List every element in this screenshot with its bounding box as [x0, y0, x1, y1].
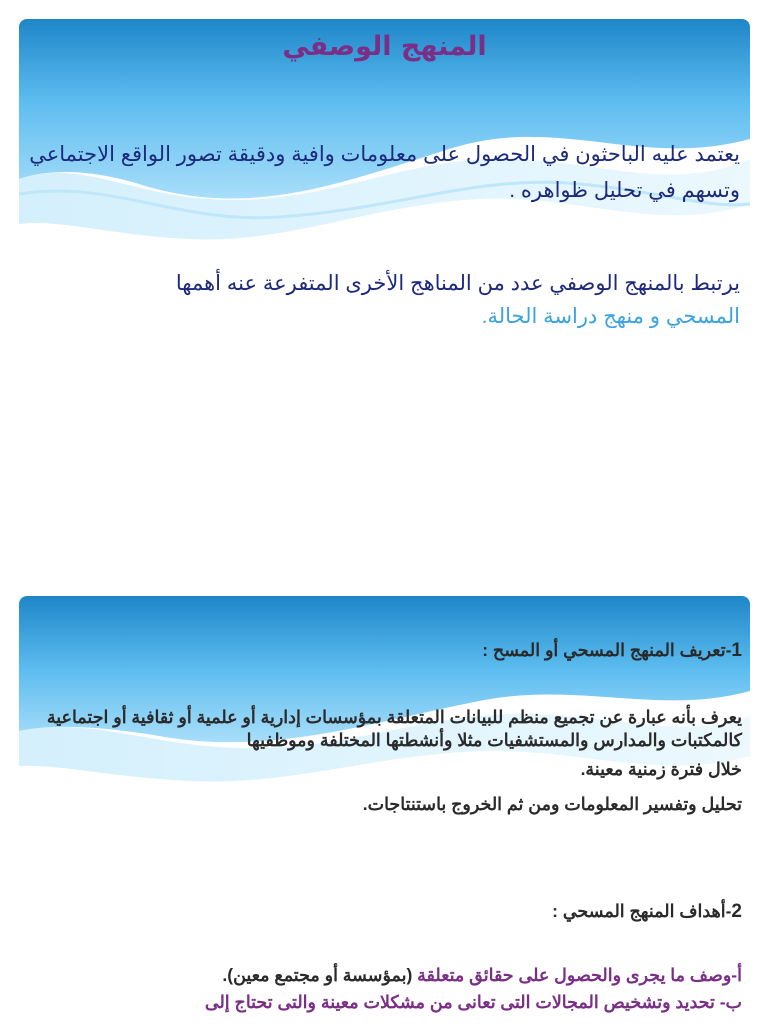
- list-item: [27, 989, 742, 1016]
- related-methods-highlight: المسحي و منهج دراسة الحالة.: [481, 305, 740, 328]
- slide-descriptive-method: [19, 19, 750, 569]
- item-text: (بمؤسسة أو مجتمع معين).: [222, 965, 418, 985]
- heading-text: -تعريف المنهج المسحي أو المسح :: [482, 640, 732, 660]
- related-methods-text: يرتبط بالمنهج الوصفي عدد من المناهج الأخرى المتفرعة عنه أهمها: [175, 272, 740, 295]
- definition-line: خلال فترة زمنية معينة.: [580, 759, 742, 779]
- survey-goals-list: [27, 962, 742, 1016]
- list-item: [27, 962, 742, 989]
- intro-paragraph: يعتمد عليه الباحثون في الحصول على معلومات وافية ودقيقة تصور الواقع الاجتماعي وتسهم في تحليل ظواهره .: [29, 143, 740, 202]
- survey-goals-heading: [27, 901, 742, 923]
- item-highlight: حقائق متعلقة: [417, 965, 514, 985]
- related-methods-paragraph: [25, 267, 740, 333]
- survey-definition-heading: [27, 640, 742, 662]
- heading-number: 1: [731, 640, 742, 661]
- definition-line: تحليل وتفسير المعلومات ومن ثم الخروج باستنتاجات.: [362, 794, 742, 814]
- heading-number: 2: [731, 901, 742, 922]
- item-highlight: مشكلات معينة: [320, 992, 426, 1012]
- slide-title: المنهج الوصفي: [282, 31, 487, 62]
- item-text: والتى تحتاج إلى: [204, 992, 321, 1012]
- survey-definition-body: [27, 706, 742, 816]
- slide-survey-method: [19, 596, 750, 1024]
- item-text: أ-وصف ما يجرى والحصول على: [513, 965, 742, 985]
- definition-line: يعرف بأنه عبارة عن تجميع منظم للبيانات المتعلقة بمؤسسات إدارية أو علمية أو ثقافية أو اجتماعية كالمكتبات والمدارس والمستشفيات مثلا وأنشطتها المختلفة وموظفيها: [46, 707, 742, 750]
- heading-text: -أهداف المنهج المسحي :: [552, 901, 732, 921]
- item-text: ب- تحديد وتشخيص المجالات التى تعانى من: [425, 992, 742, 1012]
